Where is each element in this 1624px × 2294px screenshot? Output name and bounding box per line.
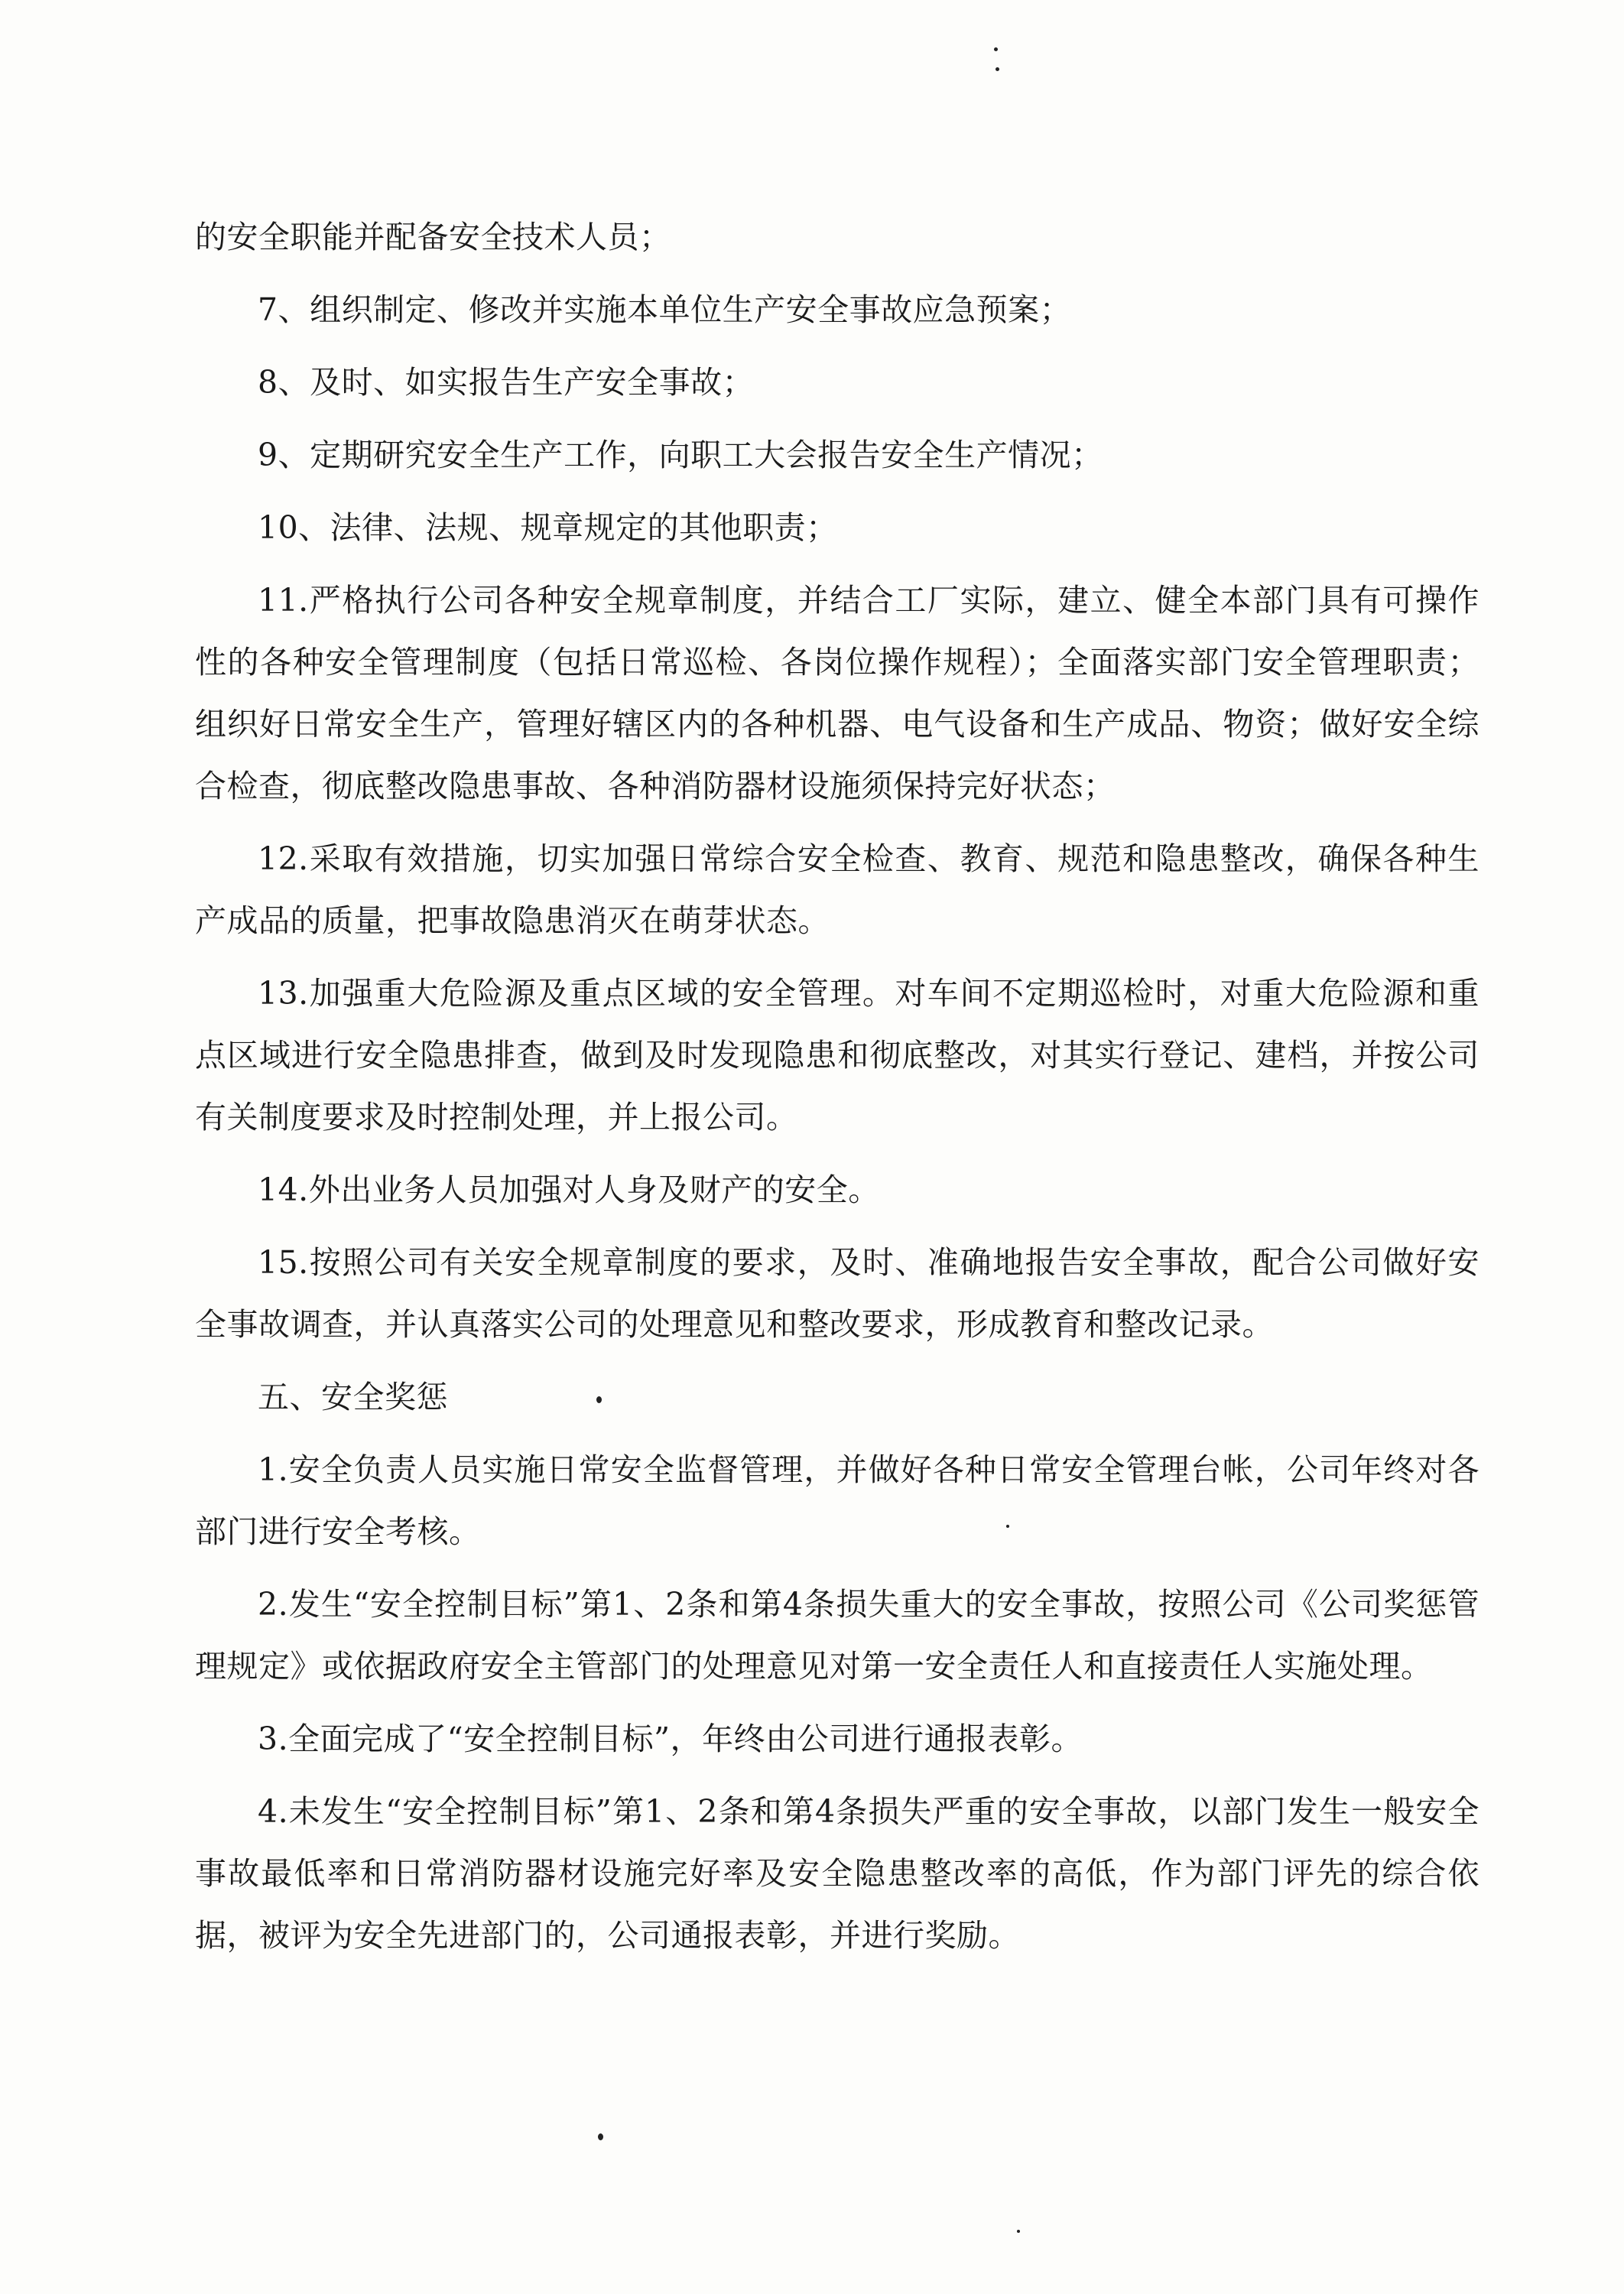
paragraph-11: 11.严格执行公司各种安全规章制度，并结合工厂实际，建立、健全本部门具有可操作性的各种安全管理制度（包括日常巡检、各岗位操作规程）；全面落实部门安全管理职责；组织好日常安全生产，管理好辖区内的各种机器、电气设备和生产成品、物资；做好安全综合检查，彻底整改隐患事故、各种消防器材设施须保持完好状态； (195, 582, 1479, 804)
paragraph-15: 15.按照公司有关安全规章制度的要求，及时、准确地报告安全事故，配合公司做好安全事故调查，并认真落实公司的处理意见和整改要求，形成教育和整改记录。 (195, 1244, 1479, 1343)
scan-speck (996, 67, 999, 71)
paragraph-12: 12.采取有效措施，切实加强日常综合安全检查、教育、规范和隐患整改，确保各种生产成品的质量，把事故隐患消灭在萌芽状态。 (195, 840, 1479, 939)
reward-item-4: 4.未发生“安全控制目标”第1、2条和第4条损失严重的安全事故，以部门发生一般安全事故最低率和日常消防器材设施完好率及安全隐患整改率的高低，作为部门评先的综合依据，被评为安全先进部门的，公司通报表彰，并进行奖励。 (195, 1793, 1479, 1954)
paragraph-10: 10、法律、法规、规章规定的其他职责； (258, 509, 838, 546)
paragraph-9: 9、定期研究安全生产工作，向职工大会报告安全生产情况； (258, 437, 1103, 473)
paragraph-13: 13.加强重大危险源及重点区域的安全管理。对车间不定期巡检时，对重大危险源和重点区域进行安全隐患排查，做到及时发现隐患和彻底整改，对其实行登记、建档，并按公司有关制度要求及时控制处理，并上报公司。 (195, 975, 1479, 1136)
paragraph-14: 14.外出业务人员加强对人身及财产的安全。 (258, 1171, 880, 1208)
reward-item-2: 2.发生“安全控制目标”第1、2条和第4条损失重大的安全事故，按照公司《公司奖惩管理规定》或依据政府安全主管部门的处理意见对第一安全责任人和直接责任人实施处理。 (195, 1586, 1479, 1685)
paragraph-7: 7、组织制定、修改并实施本单位生产安全事故应急预案； (258, 291, 1072, 328)
scan-speck (596, 1396, 602, 1403)
scan-speck (994, 47, 998, 51)
scan-speck (598, 2133, 603, 2140)
document-body (195, 206, 1479, 1967)
paragraph-0: 的安全职能并配备安全技术人员； (195, 219, 671, 255)
paragraph-8: 8、及时、如实报告生产安全事故； (258, 364, 755, 401)
section-heading-rewards: 五、安全奖惩 (258, 1379, 448, 1415)
scan-speck (1006, 1525, 1009, 1528)
scan-speck (1017, 2230, 1020, 2233)
reward-item-1: 1.安全负责人员实施日常安全监督管理，并做好各种日常安全管理台帐，公司年终对各部门进行安全考核。 (195, 1451, 1479, 1550)
reward-item-3: 3.全面完成了“安全控制目标”，年终由公司进行通报表彰。 (258, 1720, 1083, 1757)
